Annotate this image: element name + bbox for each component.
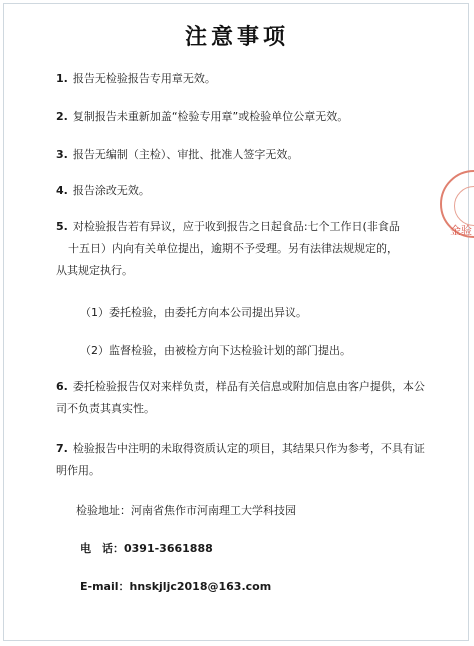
- item-text: 报告涂改无效。: [72, 184, 150, 197]
- contact-phone: 电 话：0391-3661888: [80, 542, 213, 555]
- item-number: 7.: [56, 442, 68, 455]
- seal-text: 金验: [450, 224, 472, 237]
- notice-item-7: [56, 438, 426, 482]
- sub-item-1: （1）委托检验，由委托方向本公司提出异议。: [80, 306, 307, 319]
- item-text: 报告无检验报告专用章无效。: [72, 72, 216, 85]
- sub-item-2: （2）监督检验，由被检方向下达检验计划的部门提出。: [80, 344, 351, 357]
- contact-address: 检验地址：河南省焦作市河南理工大学科技园: [76, 504, 296, 517]
- notice-item-5: [56, 216, 426, 282]
- item-number: 2.: [56, 110, 68, 123]
- item-text-line: 司不负责其真实性。: [56, 402, 155, 415]
- notice-item-2: [56, 106, 348, 128]
- item-number: 5.: [56, 220, 68, 233]
- page-title: 注意事项: [184, 25, 289, 50]
- item-text-line: 对检验报告若有异议，应于收到报告之日起食品:七个工作日(非食品: [72, 220, 400, 233]
- item-number: 6.: [56, 380, 68, 393]
- notice-item-6: [56, 376, 426, 420]
- notice-item-3: [56, 144, 298, 166]
- item-number: 4.: [56, 184, 68, 197]
- item-text-line: 检验报告中注明的未取得资质认定的项目，其结果只作为参考，不具有证: [72, 442, 425, 455]
- item-text-line: 委托检验报告仅对来样负责，样品有关信息或附加信息由客户提供，本公: [72, 380, 425, 393]
- item-number: 3.: [56, 148, 68, 161]
- notice-item-1: [56, 68, 216, 90]
- item-text-line: 从其规定执行。: [56, 264, 133, 277]
- item-text: 复制报告未重新加盖“检验专用章”或检验单位公章无效。: [72, 110, 349, 123]
- contact-email: E-mail：hnskjljc2018@163.com: [80, 580, 272, 593]
- item-text-line: 明作用。: [56, 464, 100, 477]
- item-text: 报告无编制（主检）、审批、批准人签字无效。: [72, 148, 299, 161]
- notice-item-4: [56, 180, 150, 202]
- item-text-line: 十五日）内向有关单位提出，逾期不予受理。另有法律法规规定的，: [68, 242, 398, 255]
- item-number: 1.: [56, 72, 68, 85]
